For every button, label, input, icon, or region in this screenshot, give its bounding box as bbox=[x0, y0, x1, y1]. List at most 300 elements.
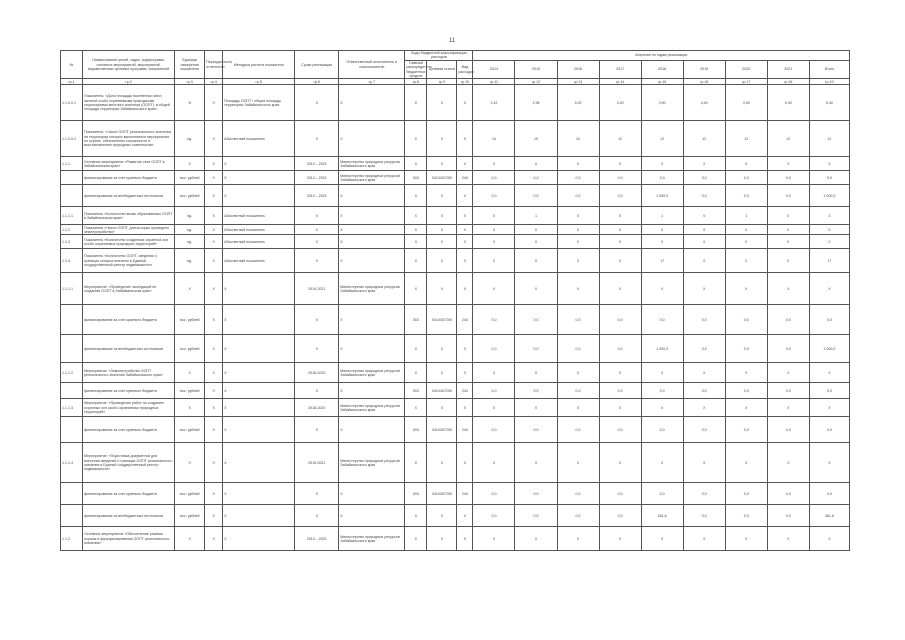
row-number-cell: 1.1.2 bbox=[61, 527, 83, 551]
table-cell: 0 bbox=[767, 207, 809, 225]
row-name-cell: финансирование из внебюджетных источников bbox=[83, 185, 175, 207]
table-cell: X bbox=[339, 505, 405, 527]
column-number-cell: гр.1 bbox=[61, 79, 83, 85]
row-number-cell: 1.1.0.0.1 bbox=[61, 85, 83, 121]
table-cell: 12 bbox=[809, 121, 849, 157]
table-cell: 2,96 bbox=[515, 85, 557, 121]
row-name-cell: Показатель «Количество созданных охранных зон особо охраняемых природных территорий» bbox=[83, 235, 175, 249]
table-cell: X bbox=[427, 225, 457, 235]
table-cell: 0 bbox=[599, 207, 641, 225]
table-cell: X bbox=[683, 273, 725, 305]
table-cell: 0,0 bbox=[683, 305, 725, 335]
table-cell: 2019-2021 bbox=[295, 443, 339, 483]
table-cell: 003 bbox=[405, 171, 427, 185]
table-cell: 0,0 bbox=[683, 185, 725, 207]
table-cell: 244 bbox=[457, 483, 473, 505]
header-year: 2017 bbox=[599, 60, 641, 79]
table-cell: X bbox=[427, 249, 457, 273]
table-cell: X bbox=[599, 157, 641, 171]
table-cell: X bbox=[809, 527, 849, 551]
table-row bbox=[61, 335, 850, 363]
table-cell: Министерство природных ресурсов Забайкальского края bbox=[339, 527, 405, 551]
table-cell: 0 bbox=[599, 235, 641, 249]
table-row bbox=[61, 483, 850, 505]
row-name-cell: Основное мероприятие «Развитие сети ООПТ в Забайкальском крае» bbox=[83, 157, 175, 171]
table-cell: X bbox=[205, 273, 223, 305]
row-number-cell: 1.1.0.0.2 bbox=[61, 121, 83, 157]
table-cell: X bbox=[457, 335, 473, 363]
table-cell: 0,0 bbox=[557, 383, 599, 399]
header-total: Итого bbox=[809, 60, 849, 79]
row-name-cell: Мероприятие: «Проведение работ по созданию охранных зон особо охраняемых природных территорий» bbox=[83, 399, 175, 417]
table-cell: 461,6 bbox=[641, 505, 683, 527]
table-cell: X bbox=[175, 527, 205, 551]
table-cell: X bbox=[457, 443, 473, 483]
table-cell: 2014 – 2021 bbox=[295, 171, 339, 185]
table-cell: 0,0 bbox=[473, 505, 515, 527]
table-cell: X bbox=[339, 383, 405, 399]
table-cell: X bbox=[223, 171, 295, 185]
table-cell: 0410407200 bbox=[427, 305, 457, 335]
row-name-cell: финансирование за счет краевого бюджета bbox=[83, 383, 175, 399]
column-number-cell: гр.11 bbox=[473, 79, 515, 85]
table-cell: X bbox=[427, 527, 457, 551]
row-number-cell bbox=[61, 383, 83, 399]
table-cell: X bbox=[809, 273, 849, 305]
column-number-cell: гр.5 bbox=[223, 79, 295, 85]
table-cell: X bbox=[295, 383, 339, 399]
table-cell: X bbox=[205, 305, 223, 335]
header-unit: Единица измерения показателя bbox=[175, 51, 205, 79]
table-cell: X bbox=[405, 121, 427, 157]
table-cell: X bbox=[223, 505, 295, 527]
table-cell: X bbox=[557, 443, 599, 483]
table-cell: 0 bbox=[641, 235, 683, 249]
header-name: Наименование целей, задач, подпрограмм, основных мероприятий, мероприятий, ведомственных целевых программ, показателей bbox=[83, 51, 175, 79]
table-cell: X bbox=[473, 399, 515, 417]
table-cell: X bbox=[339, 249, 405, 273]
table-cell: 0 bbox=[599, 249, 641, 273]
table-cell: X bbox=[599, 363, 641, 383]
header-budget-codes: Коды бюджетной классификации расходов bbox=[405, 51, 473, 61]
header-no: № bbox=[61, 51, 83, 79]
table-cell: X bbox=[457, 273, 473, 305]
column-number-cell: гр.18 bbox=[767, 79, 809, 85]
table-cell: X bbox=[405, 335, 427, 363]
table-cell: 0,0 bbox=[473, 383, 515, 399]
table-cell: Абсолютный показатель bbox=[223, 249, 295, 273]
table-cell: X bbox=[295, 417, 339, 443]
table-cell: X bbox=[405, 273, 427, 305]
table-cell: X bbox=[205, 483, 223, 505]
table-cell: 0,0 bbox=[557, 483, 599, 505]
row-number-cell: 1.1.4 bbox=[61, 249, 83, 273]
row-name-cell: Показатель: «Доля площади населенных мест, занятой особо охраняемыми природными территориями местного значения (ООПТ), в общей площади территории Забайкальского края» bbox=[83, 85, 175, 121]
table-cell: 0,0 bbox=[809, 417, 849, 443]
page-number: 11 bbox=[449, 38, 456, 44]
column-number-cell: гр.8 bbox=[405, 79, 427, 85]
table-cell: 0,0 bbox=[809, 305, 849, 335]
table-cell: 2,42 bbox=[473, 85, 515, 121]
table-cell: 461,6 bbox=[809, 505, 849, 527]
header-dates: Сроки реализации bbox=[295, 51, 339, 79]
table-cell: ед. bbox=[175, 249, 205, 273]
table-cell: X bbox=[295, 483, 339, 505]
table-cell: 0,0 bbox=[515, 305, 557, 335]
table-cell: 0,0 bbox=[767, 335, 809, 363]
program-table bbox=[60, 50, 850, 551]
table-cell: 0,0 bbox=[557, 335, 599, 363]
table-cell: X bbox=[515, 527, 557, 551]
table-cell: 5,40 bbox=[809, 85, 849, 121]
table-cell: 0410407200 bbox=[427, 171, 457, 185]
table-cell: X bbox=[205, 157, 223, 171]
table-cell: 0,0 bbox=[557, 505, 599, 527]
table-cell: 0,0 bbox=[557, 417, 599, 443]
table-cell: 0,0 bbox=[725, 171, 767, 185]
table-cell: X bbox=[725, 157, 767, 171]
table-cell: X bbox=[641, 273, 683, 305]
table-cell: 0410407200 bbox=[427, 383, 457, 399]
table-cell: X bbox=[223, 443, 295, 483]
table-cell: 0,0 bbox=[557, 171, 599, 185]
row-name-cell: Мероприятие: «Проведение экспедиций по созданию ООПТ в Забайкальском крае» bbox=[83, 273, 175, 305]
header-periodicity: Периодичность отчетности bbox=[205, 51, 223, 79]
table-cell: X bbox=[767, 443, 809, 483]
table-cell: 2014 – 2021 bbox=[295, 157, 339, 171]
table-cell: 4,40 bbox=[683, 85, 725, 121]
table-cell: X bbox=[427, 335, 457, 363]
column-number-cell: гр.12 bbox=[515, 79, 557, 85]
table-cell: 0,0 bbox=[683, 417, 725, 443]
table-cell: X bbox=[339, 85, 405, 121]
header-year: 2021 bbox=[767, 60, 809, 79]
column-number-cell: гр.2 bbox=[83, 79, 175, 85]
table-cell: X bbox=[427, 207, 457, 225]
table-cell: X bbox=[515, 157, 557, 171]
table-cell: 003 bbox=[405, 483, 427, 505]
header-year: 2018 bbox=[641, 60, 683, 79]
table-cell: X bbox=[205, 363, 223, 383]
table-cell: 0 bbox=[515, 235, 557, 249]
table-row bbox=[61, 443, 850, 483]
table-cell: 2014 – 2021 bbox=[295, 185, 339, 207]
table-cell: X bbox=[457, 157, 473, 171]
table-cell: 12 bbox=[641, 121, 683, 157]
table-cell: X bbox=[339, 225, 405, 235]
table-cell: X bbox=[223, 363, 295, 383]
table-cell: X bbox=[427, 443, 457, 483]
table-cell: 0,0 bbox=[557, 185, 599, 207]
table-cell: X bbox=[683, 363, 725, 383]
table-cell: X bbox=[427, 505, 457, 527]
table-cell: X bbox=[223, 383, 295, 399]
table-cell: X bbox=[457, 85, 473, 121]
table-cell: X bbox=[515, 363, 557, 383]
row-name-cell: финансирование за счет краевого бюджета bbox=[83, 483, 175, 505]
table-cell: X bbox=[223, 527, 295, 551]
table-cell: 0,0 bbox=[683, 171, 725, 185]
header-year: 2015 bbox=[515, 60, 557, 79]
table-row bbox=[61, 171, 850, 185]
table-cell: 0 bbox=[767, 225, 809, 235]
table-cell: X bbox=[295, 335, 339, 363]
header-method: Методика расчета показателя bbox=[223, 51, 295, 79]
table-cell: 0,0 bbox=[683, 383, 725, 399]
table-cell: X bbox=[405, 399, 427, 417]
table-cell: 0,0 bbox=[725, 417, 767, 443]
table-cell: X bbox=[557, 399, 599, 417]
table-cell: X bbox=[515, 443, 557, 483]
header-year: 2019 bbox=[683, 60, 725, 79]
table-cell: ед. bbox=[175, 207, 205, 225]
table-cell: X bbox=[599, 273, 641, 305]
table-cell: X bbox=[405, 185, 427, 207]
table-cell: X bbox=[339, 235, 405, 249]
table-cell: 0,0 bbox=[473, 171, 515, 185]
table-cell: 0,0 bbox=[641, 417, 683, 443]
table-cell: X bbox=[473, 273, 515, 305]
table-cell: 0,0 bbox=[683, 505, 725, 527]
table-cell: X bbox=[725, 443, 767, 483]
table-cell: 0,0 bbox=[473, 185, 515, 207]
row-number-cell bbox=[61, 335, 83, 363]
table-cell: X bbox=[427, 157, 457, 171]
table-cell: X bbox=[725, 273, 767, 305]
table-cell: Министерство природных ресурсов Забайкальского края bbox=[339, 273, 405, 305]
table-cell: 0,0 bbox=[767, 483, 809, 505]
table-cell: 17 bbox=[641, 249, 683, 273]
row-number-cell: 1.1.2 bbox=[61, 225, 83, 235]
table-cell: X bbox=[205, 249, 223, 273]
table-cell: 1 bbox=[641, 207, 683, 225]
table-cell: 0,0 bbox=[725, 383, 767, 399]
table-cell: X bbox=[205, 399, 223, 417]
table-cell: X bbox=[515, 399, 557, 417]
table-cell: X bbox=[767, 527, 809, 551]
table-cell: 0 bbox=[725, 249, 767, 273]
table-cell: X bbox=[767, 399, 809, 417]
table-cell: 0 bbox=[683, 225, 725, 235]
table-row bbox=[61, 305, 850, 335]
table-cell: 0,0 bbox=[641, 305, 683, 335]
table-cell: X bbox=[339, 207, 405, 225]
table-cell: 0,0 bbox=[515, 483, 557, 505]
table-cell: X bbox=[457, 121, 473, 157]
table-cell: X bbox=[427, 85, 457, 121]
table-cell: X bbox=[599, 443, 641, 483]
table-cell: X bbox=[767, 363, 809, 383]
table-cell: 10 bbox=[473, 121, 515, 157]
column-number-cell: гр.19 bbox=[809, 79, 849, 85]
table-cell: 3,40 bbox=[599, 85, 641, 121]
table-cell: X bbox=[683, 443, 725, 483]
table-cell: 0,0 bbox=[767, 417, 809, 443]
table-cell: X bbox=[457, 235, 473, 249]
table-cell: X bbox=[457, 527, 473, 551]
table-cell: X bbox=[457, 399, 473, 417]
table-cell: X bbox=[641, 399, 683, 417]
table-cell: X bbox=[295, 249, 339, 273]
table-cell: 244 bbox=[457, 305, 473, 335]
table-cell: 12 bbox=[725, 121, 767, 157]
table-cell: X bbox=[175, 443, 205, 483]
table-cell: X bbox=[205, 185, 223, 207]
row-number-cell bbox=[61, 483, 83, 505]
table-cell: тыс. рублей bbox=[175, 417, 205, 443]
table-cell: Абсолютный показатель bbox=[223, 235, 295, 249]
table-cell: 2014 – 2021 bbox=[295, 527, 339, 551]
table-cell: Министерство природных ресурсов Забайкальского края bbox=[339, 157, 405, 171]
header-kbk-grbs: Главный распорядитель бюджетных средств bbox=[406, 60, 432, 79]
table-cell: 0 bbox=[683, 207, 725, 225]
table-cell: 12 bbox=[683, 121, 725, 157]
table-cell: X bbox=[809, 363, 849, 383]
table-cell: X bbox=[205, 417, 223, 443]
table-cell: X bbox=[473, 527, 515, 551]
table-cell: X bbox=[767, 157, 809, 171]
table-cell: 0,0 bbox=[515, 335, 557, 363]
table-cell: X bbox=[599, 527, 641, 551]
column-number-cell: гр.10 bbox=[457, 79, 473, 85]
table-cell: X bbox=[223, 157, 295, 171]
row-number-cell bbox=[61, 417, 83, 443]
table-cell: X bbox=[405, 505, 427, 527]
table-cell: 0,0 bbox=[473, 483, 515, 505]
table-cell: X bbox=[457, 505, 473, 527]
table-cell: 0 bbox=[515, 249, 557, 273]
table-cell: X bbox=[223, 185, 295, 207]
table-cell: X bbox=[683, 399, 725, 417]
table-cell: 0,0 bbox=[767, 305, 809, 335]
table-cell: 0 bbox=[557, 235, 599, 249]
table-cell: 0410407200 bbox=[427, 483, 457, 505]
table-cell: 0 bbox=[515, 225, 557, 235]
table-cell: 0,0 bbox=[725, 305, 767, 335]
table-cell: X bbox=[683, 527, 725, 551]
table-cell: X bbox=[175, 399, 205, 417]
table-row bbox=[61, 185, 850, 207]
table-cell: тыс. рублей bbox=[175, 335, 205, 363]
table-cell: 0,0 bbox=[515, 505, 557, 527]
table-cell: 3,02 bbox=[557, 85, 599, 121]
table-cell: X bbox=[339, 121, 405, 157]
table-cell: X bbox=[457, 185, 473, 207]
table-cell: 0410407200 bbox=[427, 417, 457, 443]
table-cell: тыс. рублей bbox=[175, 483, 205, 505]
row-name-cell: финансирование за счет краевого бюджета bbox=[83, 171, 175, 185]
table-cell: Министерство природных ресурсов Забайкальского края bbox=[339, 443, 405, 483]
table-cell: X bbox=[223, 273, 295, 305]
table-cell: X bbox=[223, 305, 295, 335]
table-cell: 0 bbox=[473, 235, 515, 249]
table-cell: X bbox=[205, 225, 223, 235]
table-cell: X bbox=[641, 157, 683, 171]
table-cell: 12 bbox=[599, 121, 641, 157]
table-cell: 244 bbox=[457, 417, 473, 443]
table-cell: X bbox=[205, 383, 223, 399]
table-cell: 0,0 bbox=[809, 171, 849, 185]
table-cell: X bbox=[427, 399, 457, 417]
table-row bbox=[61, 157, 850, 171]
table-cell: X bbox=[809, 157, 849, 171]
table-cell: % bbox=[175, 85, 205, 121]
table-cell: 0,0 bbox=[515, 185, 557, 207]
table-cell: X bbox=[515, 273, 557, 305]
table-cell: X bbox=[205, 235, 223, 249]
table-cell: 0 bbox=[557, 207, 599, 225]
table-cell: X bbox=[175, 363, 205, 383]
table-cell: 0 bbox=[599, 225, 641, 235]
column-number-cell: гр.3 bbox=[175, 79, 205, 85]
table-row bbox=[61, 527, 850, 551]
table-cell: 1 bbox=[725, 207, 767, 225]
header-responsible: Ответственный исполнитель и соисполнители bbox=[339, 51, 405, 79]
table-cell: X bbox=[405, 363, 427, 383]
row-name-cell: финансирование за счет краевого бюджета bbox=[83, 417, 175, 443]
table-cell: X bbox=[295, 235, 339, 249]
row-name-cell: финансирование за счет краевого бюджета bbox=[83, 305, 175, 335]
table-cell: 2014-2021 bbox=[295, 273, 339, 305]
table-cell: 0,0 bbox=[473, 335, 515, 363]
table-cell: 0,0 bbox=[641, 171, 683, 185]
row-name-cell: Мероприятие: «Землеустройство ООПТ регионального значения Забайкальского края» bbox=[83, 363, 175, 383]
table-cell: 0,0 bbox=[725, 505, 767, 527]
table-cell: 0 bbox=[683, 249, 725, 273]
table-cell: 3 bbox=[809, 207, 849, 225]
table-cell: X bbox=[205, 121, 223, 157]
table-cell: 0 bbox=[725, 235, 767, 249]
table-row bbox=[61, 505, 850, 527]
table-cell: 0 bbox=[683, 235, 725, 249]
table-cell: 0,0 bbox=[515, 417, 557, 443]
table-cell: X bbox=[205, 443, 223, 483]
table-cell: Абсолютный показатель bbox=[223, 207, 295, 225]
table-cell: 0 bbox=[473, 249, 515, 273]
table-cell: Абсолютный показатель bbox=[223, 121, 295, 157]
table-cell: 0 bbox=[557, 249, 599, 273]
row-name-cell: Показатель «Число ООПТ, для которых проведено землеустройство» bbox=[83, 225, 175, 235]
row-number-cell bbox=[61, 185, 83, 207]
table-cell: 0 bbox=[473, 207, 515, 225]
row-name-cell: Показатель «Количество ООПТ, сведения о границах которых внесены в Единый государственный реестр недвижимости» bbox=[83, 249, 175, 273]
table-cell: X bbox=[457, 363, 473, 383]
table-cell: X bbox=[339, 335, 405, 363]
table-cell: тыс. рублей bbox=[175, 171, 205, 185]
table-cell: 0,0 bbox=[641, 483, 683, 505]
table-cell: X bbox=[223, 335, 295, 363]
header-year: 2014 bbox=[473, 60, 515, 79]
table-cell: тыс. рублей bbox=[175, 185, 205, 207]
table-cell: X bbox=[725, 363, 767, 383]
table-cell: X bbox=[295, 505, 339, 527]
table-cell: X bbox=[557, 157, 599, 171]
table-cell: X bbox=[557, 273, 599, 305]
table-row bbox=[61, 363, 850, 383]
table-cell: X bbox=[405, 157, 427, 171]
table-cell: X bbox=[295, 305, 339, 335]
table-cell: X bbox=[473, 363, 515, 383]
table-cell: 0 bbox=[473, 225, 515, 235]
table-cell: X bbox=[557, 527, 599, 551]
table-row bbox=[61, 225, 850, 235]
table-cell: X bbox=[809, 443, 849, 483]
row-number-cell bbox=[61, 505, 83, 527]
row-name-cell: Основное мероприятие «Обеспечение режима охраны и функционирования ООПТ регионального значения» bbox=[83, 527, 175, 551]
table-cell: 244 bbox=[457, 171, 473, 185]
header-values: Значение по годам реализации bbox=[473, 51, 850, 61]
table-cell: X bbox=[683, 157, 725, 171]
